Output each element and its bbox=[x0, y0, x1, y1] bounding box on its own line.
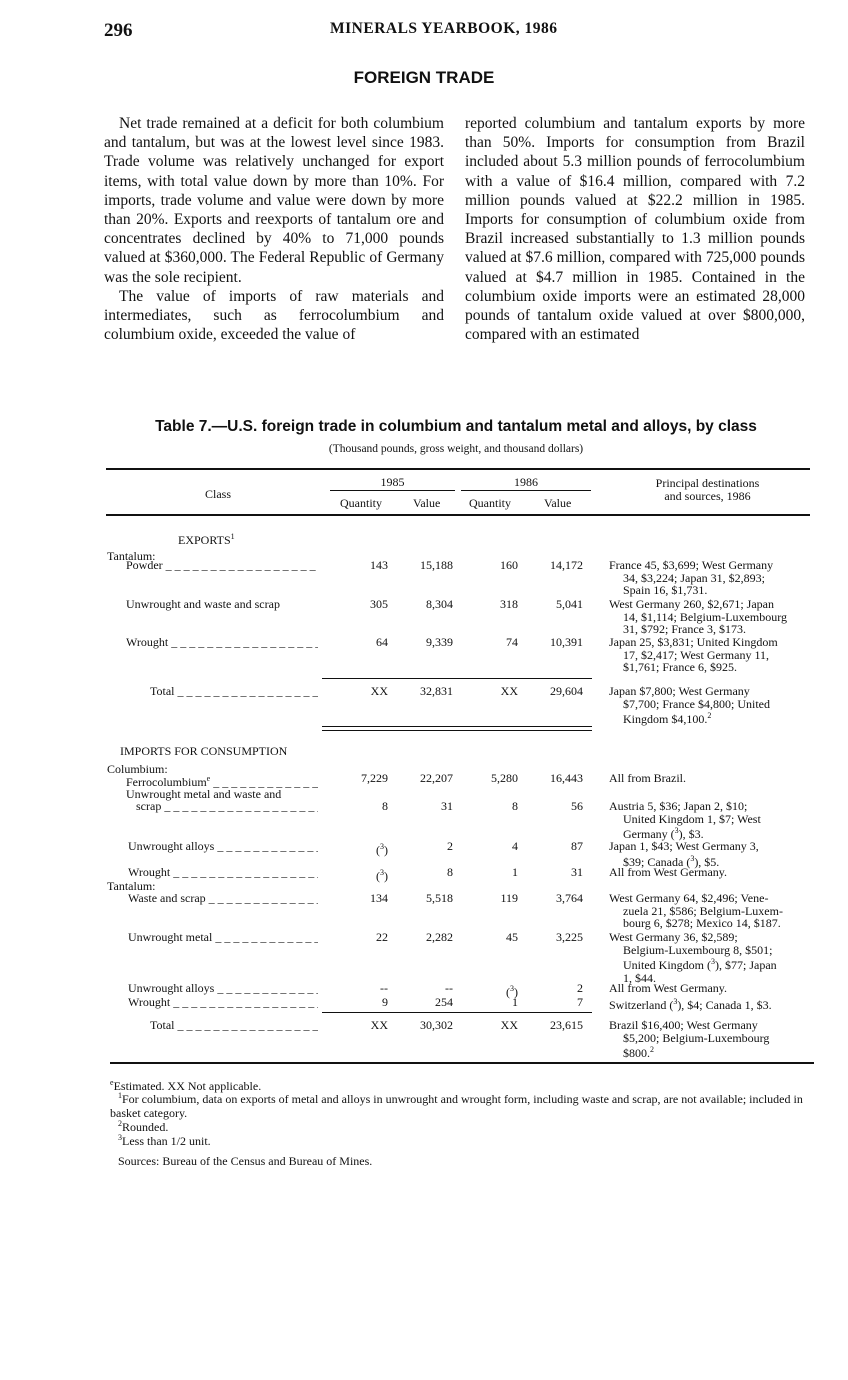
header-quantity: Quantity bbox=[469, 496, 511, 510]
row-label bbox=[128, 931, 318, 944]
header-rule-1985 bbox=[330, 490, 455, 491]
cell-destinations bbox=[609, 559, 814, 597]
table-bottom-rule bbox=[110, 1062, 814, 1064]
footnote: $^3$Less than 1/2 unit. bbox=[118, 1133, 211, 1148]
cell-value-1985: 2 bbox=[447, 839, 453, 853]
cell-quantity-1985: 9 bbox=[382, 995, 388, 1009]
cell-destinations bbox=[609, 892, 814, 930]
row-label bbox=[150, 685, 318, 698]
cell-value-1986: 7 bbox=[577, 995, 583, 1009]
footnote-mark: 3 bbox=[674, 826, 679, 835]
cell-value-1986: 29,604 bbox=[550, 684, 583, 698]
cell-quantity-1985: 64 bbox=[376, 635, 388, 649]
body-column-right bbox=[465, 114, 805, 344]
row-label: Unwrought metal and waste and bbox=[126, 787, 282, 801]
row-label bbox=[150, 1019, 318, 1032]
cell-value-1985: 15,188 bbox=[420, 558, 453, 572]
cell-quantity-1986: 1 bbox=[512, 995, 518, 1009]
destination-line: 34, $3,224; Japan 31, $2,893; bbox=[623, 570, 765, 585]
imports-heading: IMPORTS FOR CONSUMPTION bbox=[120, 744, 288, 758]
footnote-mark: 3 bbox=[510, 984, 514, 993]
footnote-mark: 3 bbox=[380, 842, 384, 851]
destination-line: Japan 25, $3,831; United Kingdom bbox=[609, 635, 778, 649]
cell-value-1985: 31 bbox=[441, 799, 453, 813]
header-rule-1986 bbox=[461, 490, 591, 491]
cell-quantity-1985: 8 bbox=[382, 799, 388, 813]
paragraph: Net trade remained at a deficit for both columbium and tantalum, but was at the lowest level since 1983. Trade volume was relatively unchanged for export items, with total value down by more than 10%. For imports, trade volume and value were down by more than 20%. Exports and reexports of tantalum ore and concentrates declined by 40% to 71,000 pounds valued at $360,000. The Federal Republic of Germany was the sole recipient. bbox=[104, 115, 444, 286]
row-label bbox=[126, 559, 318, 572]
row-label bbox=[128, 840, 318, 853]
row-label bbox=[126, 636, 318, 649]
cell-quantity-1986: 160 bbox=[500, 558, 518, 572]
header-quantity: Quantity bbox=[340, 496, 382, 510]
cell-quantity-1986: 8 bbox=[512, 799, 518, 813]
row-label-text: Unwrought alloys bbox=[128, 982, 215, 995]
row-label-text: Unwrought alloys bbox=[128, 840, 215, 853]
cell-destinations bbox=[609, 1019, 814, 1060]
cell-value-1985: 2,282 bbox=[426, 930, 453, 944]
table-title: Table 7.—U.S. foreign trade in columbium and tantalum metal and alloys, by class bbox=[155, 418, 757, 435]
cell-destinations bbox=[609, 931, 814, 984]
cell-quantity-1986: 318 bbox=[500, 597, 518, 611]
cell-value-1985: 5,518 bbox=[426, 891, 453, 905]
destination-line: $7,700; France $4,800; United bbox=[623, 696, 770, 711]
cell-value-1986: 87 bbox=[571, 839, 583, 853]
destination-line: $39; Canada ($^3$), $5. bbox=[623, 853, 720, 869]
header-value: Value bbox=[413, 496, 441, 510]
destination-line: France 45, $3,699; West Germany bbox=[609, 558, 774, 572]
footnote-mark: 3 bbox=[690, 853, 695, 863]
cell-quantity-1985: ($^3$) bbox=[376, 842, 388, 857]
cell-quantity-1985: 7,229 bbox=[361, 771, 388, 785]
cell-value-1986: 10,391 bbox=[550, 635, 583, 649]
destination-line: $1,761; France 6, $925. bbox=[623, 660, 737, 674]
header-value: Value bbox=[544, 496, 572, 510]
header-destinations: Principal destinations bbox=[655, 476, 760, 490]
destination-line: $5,200; Belgium-Luxembourg bbox=[623, 1030, 770, 1045]
cell-quantity-1985: XX bbox=[370, 684, 388, 698]
total-rule bbox=[322, 678, 592, 679]
cell-destinations bbox=[609, 636, 814, 674]
row-label-text: Waste and scrap bbox=[128, 892, 206, 905]
group-label: Tantalum: bbox=[107, 549, 156, 563]
exports-heading bbox=[178, 530, 235, 547]
cell-quantity-1985: 305 bbox=[370, 597, 388, 611]
row-label bbox=[136, 800, 318, 813]
cell-value-1985: -- bbox=[445, 981, 453, 995]
group-label: Columbium: bbox=[107, 762, 168, 776]
cell-value-1986: 56 bbox=[571, 799, 583, 813]
cell-value-1985: 8,304 bbox=[426, 597, 453, 611]
row-label-text: Wrought bbox=[128, 996, 171, 1009]
cell-destinations bbox=[609, 840, 814, 868]
cell-value-1986: 31 bbox=[571, 865, 583, 879]
cell-value-1986: 23,615 bbox=[550, 1018, 583, 1032]
footnote: $^2$Rounded. bbox=[118, 1119, 169, 1134]
destination-line: Germany ($^3$), $3. bbox=[623, 826, 704, 841]
cell-value-1985: 32,831 bbox=[420, 684, 453, 698]
destination-line: zuela 21, $586; Belgium-Luxem- bbox=[623, 903, 783, 918]
row-label bbox=[128, 892, 318, 905]
row-label bbox=[128, 982, 318, 995]
header-1985: 1985 bbox=[380, 475, 405, 489]
destination-line: United Kingdom 1, $7; West bbox=[623, 811, 761, 826]
cell-destinations bbox=[609, 982, 814, 995]
section-title: FOREIGN TRADE bbox=[353, 68, 495, 87]
footnote: $^1$For columbium, data on exports of metal and alloys in unwrought and wrought form, including waste and scrap, are not available; included in basket category. bbox=[110, 1091, 803, 1120]
cell-value-1986: 3,764 bbox=[556, 891, 583, 905]
row-label-text: Unwrought metal bbox=[128, 931, 213, 944]
footnote-mark: e bbox=[110, 1078, 114, 1087]
destination-line: Kingdom $4,100.$^2$ bbox=[623, 711, 712, 726]
row-label bbox=[128, 866, 318, 879]
footnote-mark: 3 bbox=[118, 1133, 122, 1142]
footnote-mark: 3 bbox=[711, 957, 715, 966]
row-label-text: Ferrocolumbium bbox=[126, 775, 207, 789]
destination-line: Spain 16, $1,731. bbox=[623, 583, 708, 597]
cell-quantity-1985: 143 bbox=[370, 558, 388, 572]
footnote-mark: 1 bbox=[118, 1091, 122, 1100]
double-rule bbox=[322, 726, 592, 727]
cell-destinations bbox=[609, 866, 814, 879]
row-label bbox=[128, 996, 318, 1009]
destination-line: All from West Germany. bbox=[609, 981, 728, 995]
cell-value-1985: 8 bbox=[447, 865, 453, 879]
cell-quantity-1985: 22 bbox=[376, 930, 388, 944]
footnote-mark: 3 bbox=[380, 868, 384, 877]
double-rule bbox=[322, 730, 592, 731]
row-label-text: Wrought bbox=[128, 866, 171, 879]
cell-value-1986: 14,172 bbox=[550, 558, 583, 572]
destination-line: West Germany 64, $2,496; Vene- bbox=[609, 891, 769, 905]
cell-destinations bbox=[609, 598, 814, 636]
cell-quantity-1986: 4 bbox=[512, 839, 518, 853]
body-column-left bbox=[104, 114, 444, 344]
exports-heading-text: EXPORTS bbox=[178, 533, 231, 547]
cell-destinations bbox=[609, 996, 814, 1012]
footnote-mark: 1 bbox=[230, 532, 235, 541]
cell-value-1986: 2 bbox=[577, 981, 583, 995]
destination-line: United Kingdom ($^3$), $77; Japan bbox=[623, 957, 777, 972]
row-label-text: Powder bbox=[126, 559, 163, 572]
footnote-mark: 2 bbox=[707, 711, 712, 720]
cell-value-1985: 30,302 bbox=[420, 1018, 453, 1032]
footnote-mark: 2 bbox=[650, 1045, 654, 1054]
row-label-text: Total bbox=[150, 685, 175, 698]
destination-line: All from Brazil. bbox=[609, 771, 686, 785]
cell-quantity-1985: 134 bbox=[370, 891, 388, 905]
cell-quantity-1986: 1 bbox=[512, 865, 518, 879]
destination-line: 14, $1,114; Belgium-Luxembourg bbox=[623, 609, 787, 624]
destination-line: All from West Germany. bbox=[609, 865, 728, 879]
destination-line: 17, $2,417; West Germany 11, bbox=[623, 647, 770, 662]
cell-value-1985: 254 bbox=[435, 995, 453, 1009]
destination-line: $800.$^2$ bbox=[623, 1045, 654, 1060]
cell-quantity-1986: 5,280 bbox=[491, 771, 518, 785]
footnote-mark: 2 bbox=[118, 1119, 122, 1128]
row-label-text: Wrought bbox=[126, 636, 169, 649]
row-label-text: Total bbox=[150, 1019, 175, 1032]
table-top-rule bbox=[106, 468, 810, 470]
cell-value-1986: 5,041 bbox=[556, 597, 583, 611]
destination-line: bourg 6, $278; Mexico 14, $187. bbox=[623, 916, 781, 930]
cell-destinations bbox=[609, 772, 814, 785]
cell-quantity-1985: -- bbox=[380, 981, 388, 995]
cell-quantity-1986: XX bbox=[500, 684, 518, 698]
group-label: Tantalum: bbox=[107, 879, 156, 893]
destination-line: 1, $44. bbox=[623, 970, 656, 985]
cell-quantity-1986: ($^3$) bbox=[506, 984, 518, 999]
header-1986: 1986 bbox=[514, 475, 538, 489]
destination-line: Austria 5, $36; Japan 2, $10; bbox=[609, 799, 748, 813]
page-number: 296 bbox=[104, 20, 133, 41]
destination-line: Switzerland ($^3$), $4; Canada 1, $3. bbox=[609, 997, 772, 1012]
cell-value-1986: 16,443 bbox=[550, 771, 583, 785]
total-rule bbox=[322, 1012, 592, 1013]
footnote: $^e$Estimated. XX Not applicable. bbox=[110, 1078, 262, 1093]
cell-quantity-1986: 74 bbox=[506, 635, 518, 649]
destination-line: Belgium-Luxembourg 8, $501; bbox=[623, 942, 773, 957]
cell-quantity-1986: 119 bbox=[500, 891, 518, 905]
destination-line: West Germany 36, $2,589; bbox=[609, 930, 738, 944]
cell-value-1986: 3,225 bbox=[556, 930, 583, 944]
footnote-mark: 3 bbox=[673, 997, 678, 1006]
sources-note: Sources: Bureau of the Census and Bureau of Mines. bbox=[118, 1154, 373, 1168]
destination-line: Brazil $16,400; West Germany bbox=[609, 1018, 758, 1032]
row-label bbox=[126, 598, 318, 611]
header-destinations: and sources, 1986 bbox=[664, 489, 751, 503]
table-subtitle: (Thousand pounds, gross weight, and thousand dollars) bbox=[328, 443, 584, 455]
cell-quantity-1985: XX bbox=[370, 1018, 388, 1032]
cell-quantity-1986: XX bbox=[500, 1018, 518, 1032]
cell-destinations bbox=[609, 685, 814, 726]
cell-value-1985: 22,207 bbox=[420, 771, 453, 785]
destination-line: 31, $792; France 3, $173. bbox=[623, 622, 746, 636]
paragraph: The value of imports of raw materials and intermediates, such as ferrocolumbium and columbium oxide, exceeded the value of bbox=[104, 287, 444, 344]
cell-destinations bbox=[609, 800, 814, 841]
cell-quantity-1985: ($^3$) bbox=[376, 868, 388, 883]
header-bottom-rule bbox=[106, 514, 810, 516]
destination-line: Japan 1, $43; West Germany 3, bbox=[609, 839, 759, 853]
header-class: Class bbox=[205, 487, 232, 501]
cell-value-1985: 9,339 bbox=[426, 635, 453, 649]
row-label-text: Unwrought and waste and scrap bbox=[126, 598, 280, 611]
destination-line: Japan $7,800; West Germany bbox=[609, 684, 750, 698]
footnote-mark: e bbox=[206, 774, 211, 783]
destination-line: West Germany 260, $2,671; Japan bbox=[609, 597, 774, 611]
running-title: MINERALS YEARBOOK, 1986 bbox=[330, 20, 558, 37]
cell-quantity-1986: 45 bbox=[506, 930, 518, 944]
row-label-text: scrap bbox=[136, 800, 162, 813]
paragraph: reported columbium and tantalum exports by more than 50%. Imports for consumption from Brazil included about 5.3 million pounds of ferrocolumbium with a value of $16.4 million, compared with 7.2 million pounds valued at $22.2 million in 1985. Imports for consumption of columbium oxide from Brazil increased substantially to 1.3 million pounds valued at $7.6 million, compared with 725,000 pounds valued at $4.7 million in 1985. Contained in the columbium oxide imports were an estimated 28,000 pounds of tantalum oxide valued at over $800,000, compared with an estimated bbox=[465, 115, 805, 344]
